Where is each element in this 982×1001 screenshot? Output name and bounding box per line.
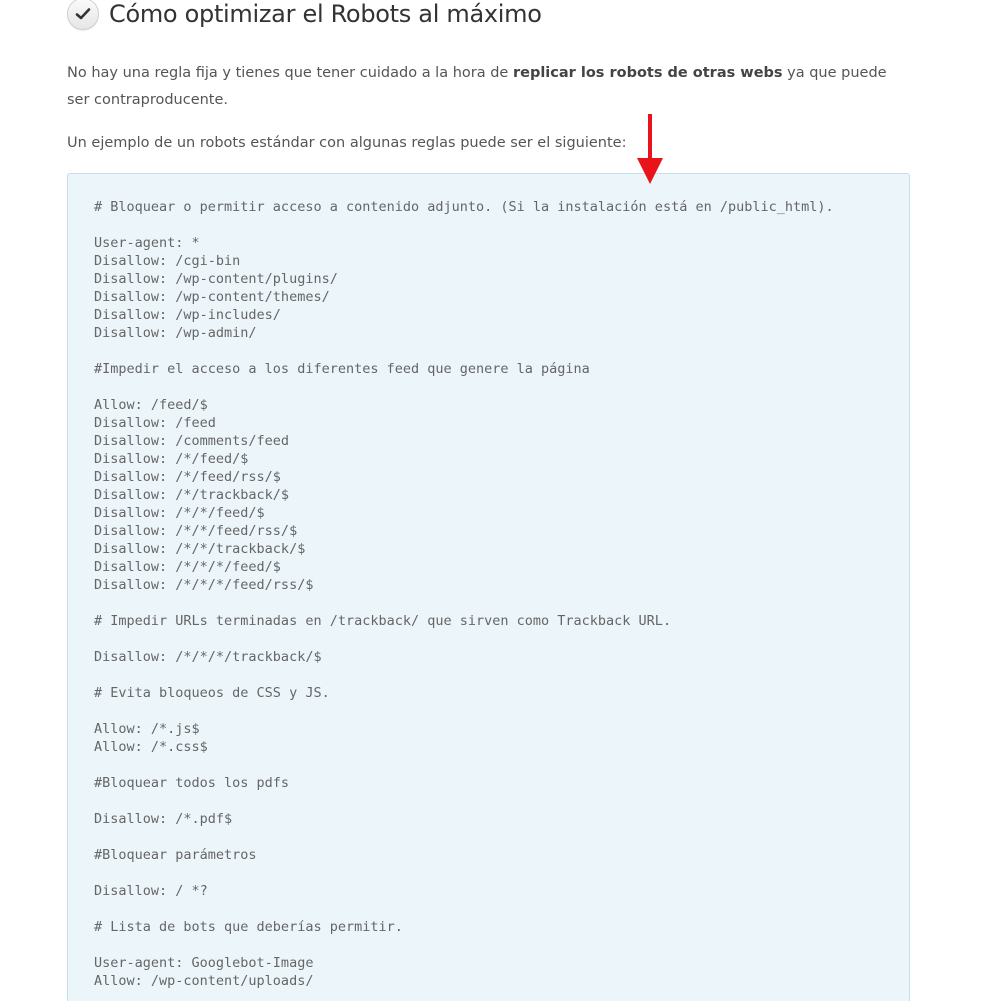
code-line (94, 342, 894, 360)
code-line: Allow: /wp-content/uploads/ (94, 973, 314, 989)
intro-bold-text: replicar los robots de otras webs (512, 65, 783, 81)
code-line (94, 756, 894, 774)
code-line: Disallow: /*/*/*/feed/rss/$ (94, 577, 314, 593)
code-line (94, 792, 894, 810)
code-line (94, 378, 894, 396)
code-line: Disallow: /*/*/*/feed/$ (94, 559, 281, 575)
code-line: Disallow: /*/*/trackback/$ (94, 541, 306, 557)
code-line: # Impedir URLs terminadas en /trackback/ que sirven como Trackback URL. (94, 613, 672, 629)
code-line: Disallow: /feed (94, 415, 216, 431)
code-line (94, 630, 894, 648)
code-line: #Impedir el acceso a los diferentes feed que genere la página (94, 361, 590, 377)
code-line: Allow: /*.js$ (94, 721, 200, 737)
code-line: Disallow: /wp-content/plugins/ (94, 271, 338, 287)
code-line: #Bloquear parámetros (94, 847, 257, 863)
code-line: # Bloquear o permitir acceso a contenido adjunto. (Si la instalación está en /public_html). (94, 199, 834, 215)
code-line (94, 828, 894, 846)
intro-text-after: ya que puede ser contraproducente. (67, 65, 887, 108)
code-line: Disallow: /cgi-bin (94, 253, 241, 269)
code-line (94, 702, 894, 720)
code-line: Disallow: /wp-admin/ (94, 325, 257, 341)
code-line: Allow: /*.css$ (94, 739, 208, 755)
code-line (94, 936, 894, 954)
code-line (94, 864, 894, 882)
check-icon (67, 0, 99, 30)
code-line: User-agent: * (94, 235, 200, 251)
section-heading (67, 0, 542, 32)
code-line: Disallow: /*.pdf$ (94, 811, 233, 827)
code-line: Disallow: /*/feed/rss/$ (94, 469, 281, 485)
code-line: Disallow: /*/*/feed/$ (94, 505, 265, 521)
code-line: Disallow: /wp-includes/ (94, 307, 281, 323)
red-down-arrow-icon (636, 112, 666, 188)
code-line: Disallow: /comments/feed (94, 433, 290, 449)
code-line: Disallow: /*/*/feed/rss/$ (94, 523, 298, 539)
code-line: Disallow: /*/trackback/$ (94, 487, 290, 503)
code-line: # Evita bloqueos de CSS y JS. (94, 685, 330, 701)
intro-text-before: No hay una regla fija y tienes que tener cuidado a la hora de (67, 65, 513, 81)
code-line (94, 216, 894, 234)
intro-paragraph (67, 60, 912, 114)
code-content (94, 198, 894, 990)
page-title: Cómo optimizar el Robots al máximo (109, 0, 542, 28)
code-line: Allow: /feed/$ (94, 397, 208, 413)
code-line (94, 594, 894, 612)
code-line: Disallow: / *? (94, 883, 208, 899)
code-line (94, 666, 894, 684)
code-line (94, 900, 894, 918)
code-block (67, 173, 910, 1001)
code-line: Disallow: /*/feed/$ (94, 451, 249, 467)
example-intro-paragraph: Un ejemplo de un robots estándar con algunas reglas puede ser el siguiente: (67, 135, 627, 151)
code-line: User-agent: Googlebot-Image (94, 955, 314, 971)
code-line: # Lista de bots que deberías permitir. (94, 919, 403, 935)
code-line: #Bloquear todos los pdfs (94, 775, 290, 791)
code-line: Disallow: /wp-content/themes/ (94, 289, 330, 305)
code-line: Disallow: /*/*/*/trackback/$ (94, 649, 322, 665)
